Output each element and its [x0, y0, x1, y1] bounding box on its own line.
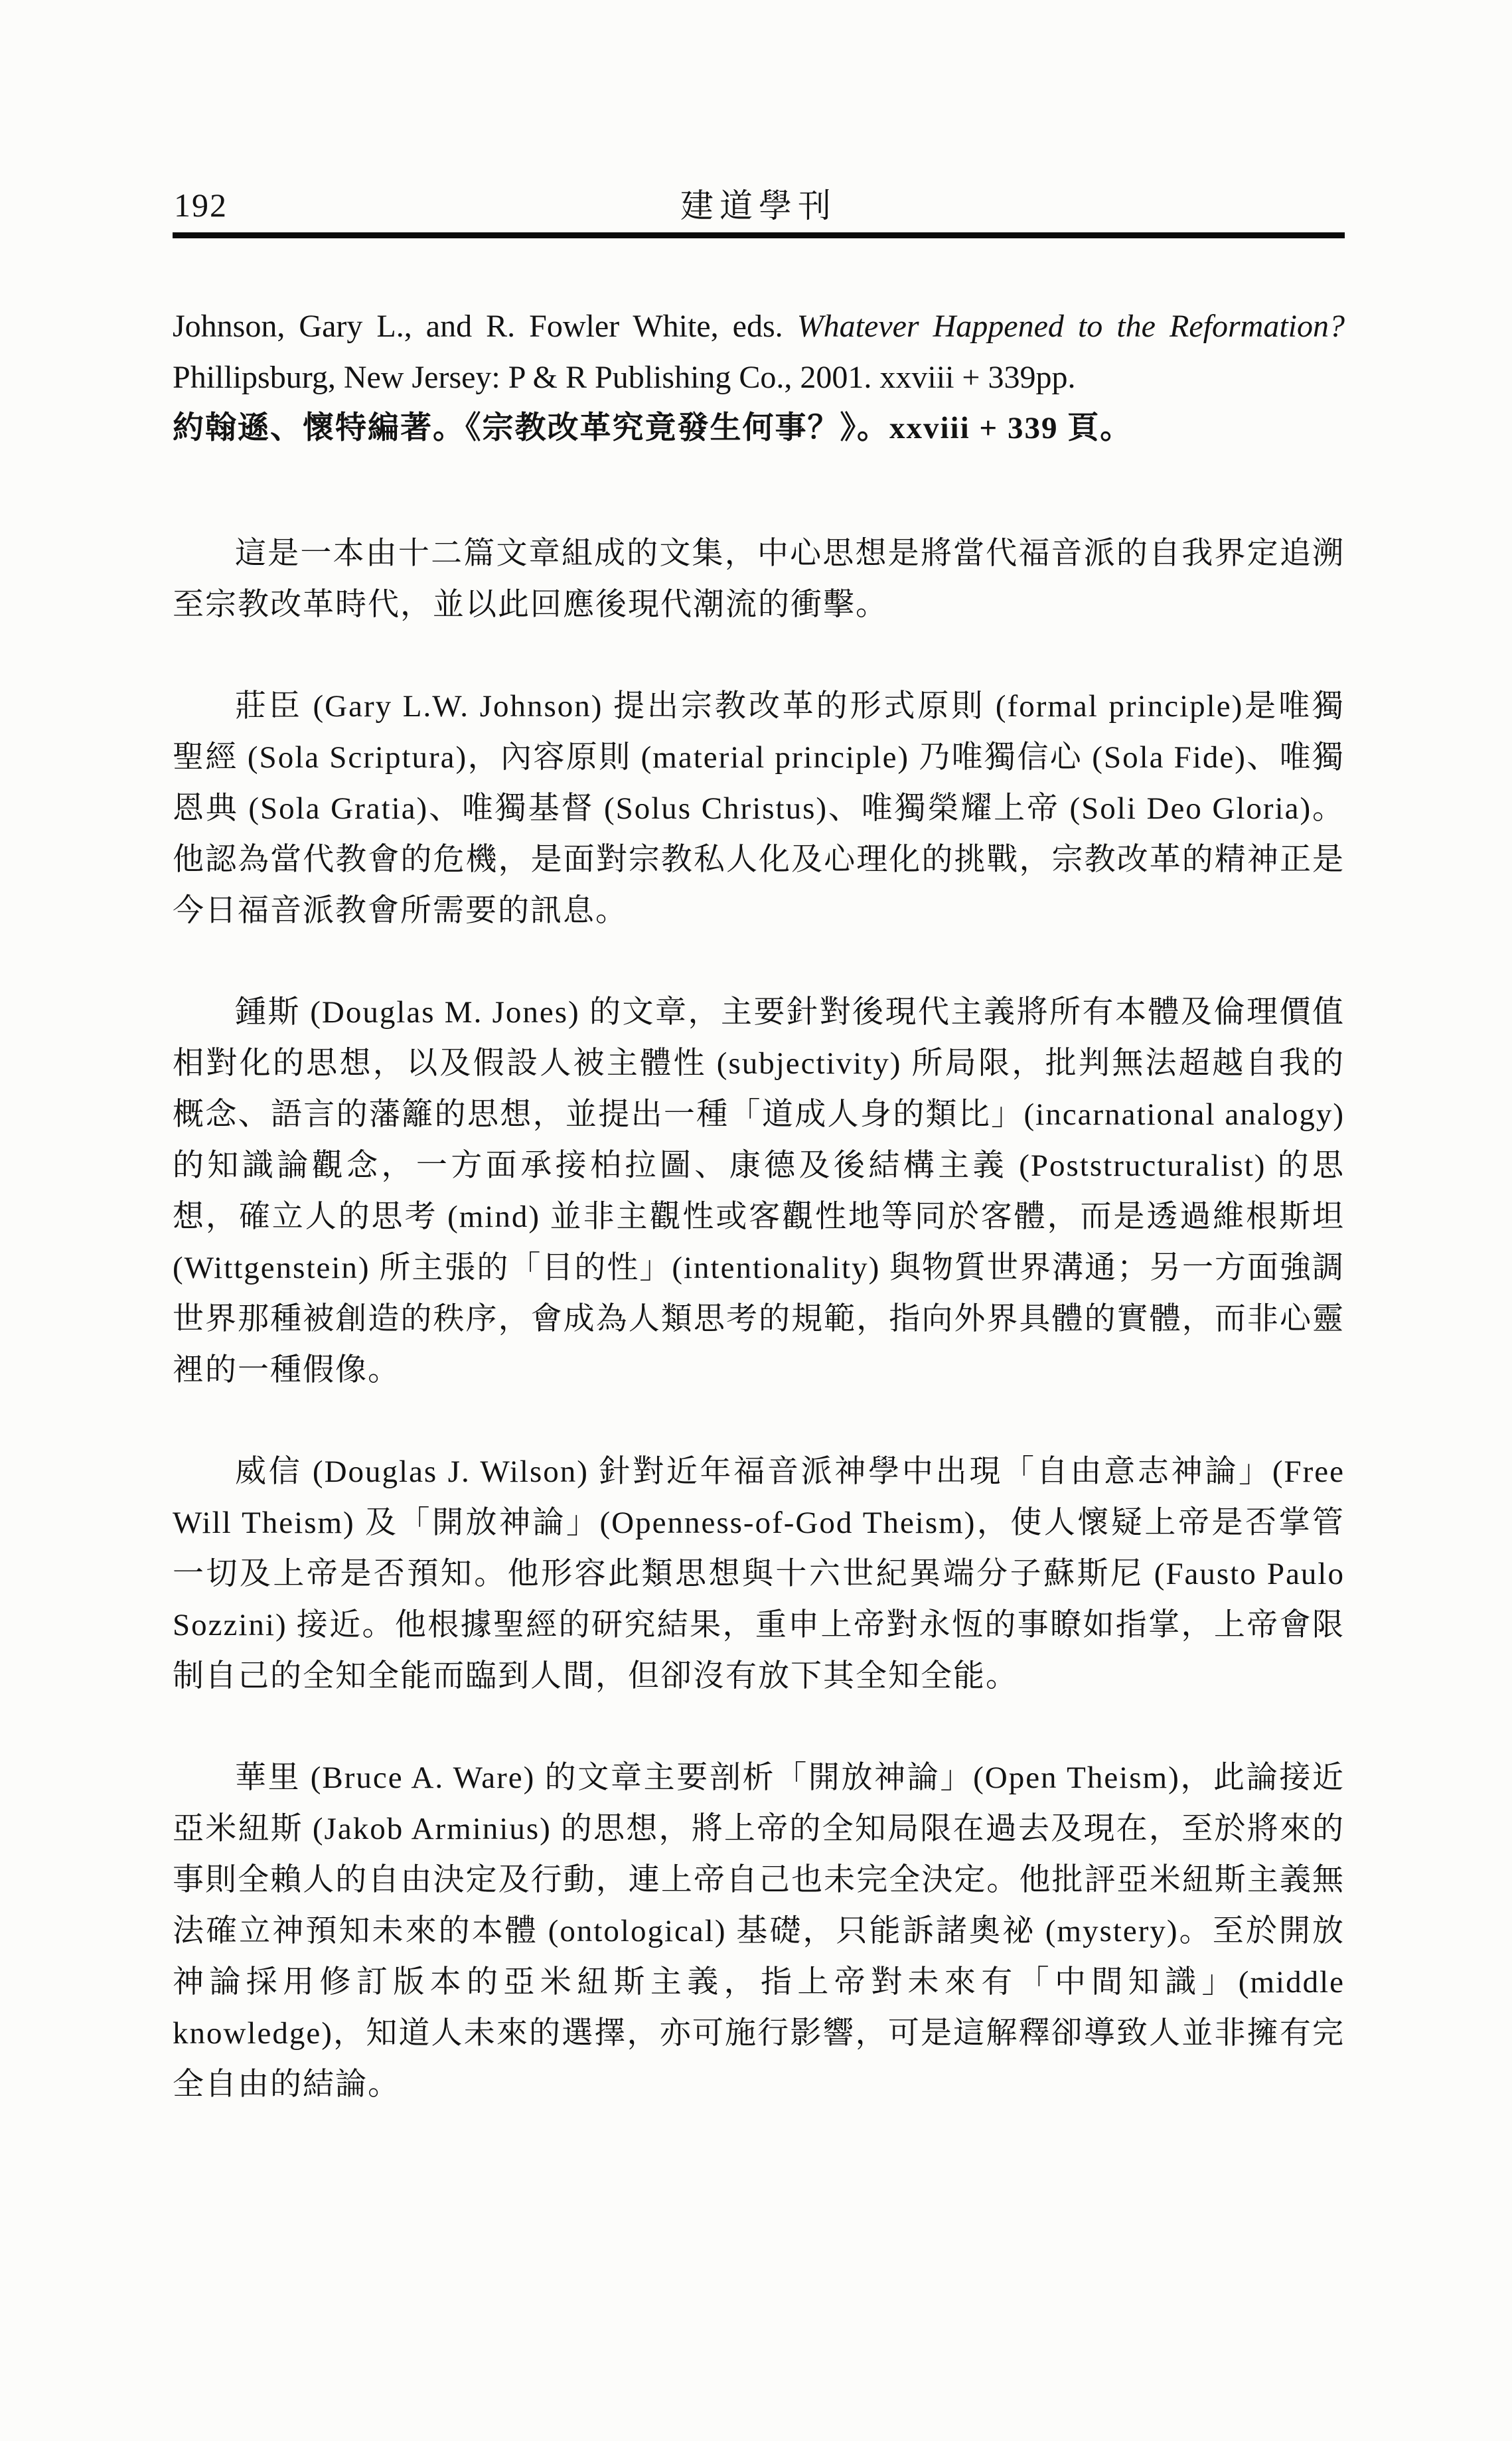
citation-book-title: Whatever Happened to the Reformation? [796, 309, 1345, 344]
citation-chinese: 約翰遜、懷特編著。《宗教改革究竟發生何事？》。xxviii + 339 頁。 [173, 411, 1133, 445]
page-number: 192 [174, 187, 228, 224]
citation-english-authors: Johnson, Gary L., and R. Fowler White, eds. [173, 309, 797, 344]
book-citation-block [173, 301, 1345, 454]
page-content [173, 0, 1345, 2110]
header-rule [173, 232, 1345, 238]
journal-title: 建道學刊 [680, 187, 837, 224]
running-header [173, 179, 1345, 223]
review-paragraph: 鍾斯 (Douglas M. Jones) 的文章，主要針對後現代主義將所有本體及倫理價值相對化的思想，以及假設人被主體性 (subjectivity) 所局限，批判無法超越自我的概念、語言的藩籬的思想，並提出一種「道成人身的類比」(incarnational analogy) 的知識論觀念，一方面承接柏拉圖、康德及後結構主義 (Poststructuralist) 的思想，確立人的思考 (mind) 並非主觀性或客觀性地等同於客體，而是透過維根斯坦 (Wittgenstein) 所主張的「目的性」(intentionality) 與物質世界溝通；另一方面強調世界那種被創造的秩序，會成為人類思考的規範，指向外界具體的實體，而非心靈裡的一種假像。 [173, 995, 1345, 1387]
review-body [173, 528, 1345, 2110]
citation-english [173, 301, 1345, 403]
review-paragraph: 這是一本由十二篇文章組成的文集，中心思想是將當代福音派的自我界定追溯至宗教改革時代，並以此回應後現代潮流的衝擊。 [173, 536, 1345, 622]
review-paragraph: 華里 (Bruce A. Ware) 的文章主要剖析「開放神論」(Open Theism)，此論接近亞米紐斯 (Jakob Arminius) 的思想，將上帝的全知局限在過去及現在，至於將來的事則全賴人的自由決定及行動，連上帝自己也未完全決定。他批評亞米紐斯主義無法確立神預知未來的本體 (ontological) 基礎，只能訴諸奧祕 (mystery)。至於開放神論採用修訂版本的亞米紐斯主義，指上帝對未來有「中間知識」(middle knowledge)，知道人未來的選擇，亦可施行影響，可是這解釋卻導致人並非擁有完全自由的結論。 [173, 1761, 1345, 2102]
review-paragraph: 威信 (Douglas J. Wilson) 針對近年福音派神學中出現「自由意志神論」(Free Will Theism) 及「開放神論」(Openness-of-God Theism)，使人懷疑上帝是否掌管一切及上帝是否預知。他形容此類思想與十六世紀異端分子蘇斯尼 (Fausto Paulo Sozzini) 接近。他根據聖經的研究結果，重申上帝對永恆的事瞭如指掌，上帝會限制自己的全知全能而臨到人間，但卻沒有放下其全知全能。 [173, 1455, 1345, 1693]
review-paragraph: 莊臣 (Gary L.W. Johnson) 提出宗教改革的形式原則 (formal principle)是唯獨聖經 (Sola Scriptura)，內容原則 (material principle) 乃唯獨信心 (Sola Fide)、唯獨恩典 (Sola Gratia)、唯獨基督 (Solus Christus)、唯獨榮耀上帝 (Soli Deo Gloria)。他認為當代教會的危機，是面對宗教私人化及心理化的挑戰，宗教改革的精神正是今日福音派教會所需要的訊息。 [173, 689, 1345, 928]
citation-english-publisher: Phillipsburg, New Jersey: P & R Publishing Co., 2001. xxviii + 339pp. [173, 360, 1076, 395]
